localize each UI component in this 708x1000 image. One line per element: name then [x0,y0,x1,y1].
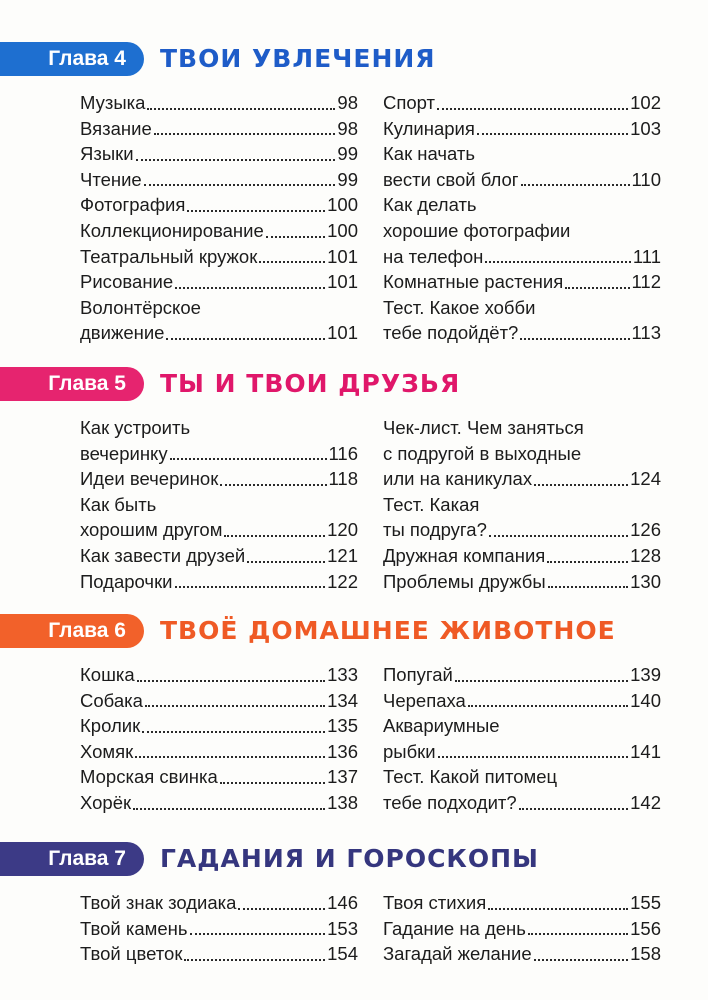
dot-leader [220,483,326,486]
toc-entry-text: Черепаха [383,689,466,711]
chapter-label: Глава 6 [0,614,144,648]
toc-entry[interactable] [80,916,358,942]
page-number: 133 [327,664,358,685]
dot-leader [455,679,628,682]
page-number: 155 [630,892,661,913]
toc-entry[interactable] [383,543,661,569]
toc-entry-line [80,218,358,244]
toc-entry-line [80,244,358,270]
toc-entry[interactable] [80,543,358,569]
chapter-title: ГАДАНИЯ И ГОРОСКОПЫ [160,844,539,873]
page-number: 136 [327,740,358,762]
dot-leader [266,235,325,238]
toc-entry-text: Фотография [80,194,186,216]
dot-leader [184,958,325,961]
toc-column-left [80,415,358,594]
toc-entry-line [80,517,358,543]
toc-entry[interactable] [80,739,358,765]
toc-entry-text: Спорт [383,92,436,113]
toc-entry-text: Аквариумные [383,715,500,737]
dot-leader [135,755,325,758]
dot-leader [437,107,628,110]
toc-entry[interactable] [80,790,358,816]
dot-leader [520,337,629,340]
toc-entry-text: хорошие фотографии [383,219,571,241]
dot-leader [534,958,629,961]
toc-entry-text: тебе подойдёт? [383,322,519,344]
toc-entry-line [80,141,358,167]
dot-leader [247,560,325,563]
dot-leader [144,183,336,186]
toc-entry-text: вечеринку [80,442,168,464]
dot-leader [485,260,630,263]
dot-leader [137,679,325,682]
page-number: 99 [337,168,358,190]
dot-leader [565,286,629,289]
page-number: 120 [327,519,358,541]
toc-entry[interactable] [80,764,358,790]
chapter-header [0,840,708,880]
toc-entry-text: с подругой в выходные [383,442,582,464]
toc-entry-line [383,569,661,595]
toc-entry-text: рыбки [383,740,436,762]
page-number: 100 [327,219,358,241]
toc-entry[interactable] [80,941,358,967]
toc-entry-line [80,192,358,218]
dot-leader [145,704,325,707]
toc-entry[interactable] [383,890,661,916]
page-number: 99 [337,143,358,165]
dot-leader [534,483,628,486]
toc-entry-text: тебе подходит? [383,791,517,813]
toc-entry[interactable] [383,141,661,192]
toc-entry-text: Как начать [383,143,476,165]
toc-entry-line [80,569,358,595]
toc-entry-line [80,269,358,295]
toc-entry-text: Твоя стихия [383,892,487,913]
toc-column-right [383,890,661,967]
toc-entry-text: Идеи вечеринок [80,468,219,490]
toc-entry-line [80,713,358,739]
toc-entry-text: Твой знак зодиака [80,892,237,913]
toc-entry[interactable] [80,466,358,492]
dot-leader [175,286,325,289]
page-number: 156 [630,917,661,939]
toc-entry-line [383,466,661,492]
dot-leader [489,534,628,537]
toc-entry[interactable] [80,662,358,688]
dot-leader [488,907,628,910]
toc-entry-text: Чек-лист. Чем заняться [383,417,584,438]
toc-entry-text: Собака [80,689,143,711]
toc-entry-line [383,90,661,116]
toc-entry[interactable] [80,492,358,543]
dot-leader [547,560,628,563]
toc-entry-text: Языки [80,143,134,165]
toc-entry-line [383,941,661,967]
toc-entry-text: Как завести друзей [80,544,246,566]
toc-entry-text: Музыка [80,92,146,113]
toc-entry-line [383,790,661,816]
chapter-header [0,612,708,652]
toc-entry[interactable] [383,116,661,142]
page-number: 112 [631,271,661,293]
page-number: 138 [327,791,358,813]
toc-entry[interactable] [383,662,661,688]
toc-entry[interactable] [383,492,661,543]
toc-entry-text: Проблемы дружбы [383,570,546,592]
toc-entry[interactable] [383,941,661,967]
toc-entry-line [80,543,358,569]
toc-entry[interactable] [383,688,661,714]
toc-entry-text: Твой камень [80,917,188,939]
toc-entry-line [383,320,661,346]
toc-column-left [80,90,358,346]
dot-leader [528,932,628,935]
page-number: 116 [328,442,358,464]
toc-entry-line [383,116,661,142]
toc-entry-text: вести свой блог [383,168,519,190]
dot-leader [147,107,335,110]
toc-entry-line [80,739,358,765]
toc-entry[interactable] [80,218,358,244]
toc-entry-text: или на каникулах [383,468,533,490]
dot-leader [175,585,326,588]
page-number: 130 [630,570,661,592]
dot-leader [220,781,325,784]
toc-entry-line [80,116,358,142]
toc-entry-line [383,916,661,942]
toc-entry-text: Как устроить [80,417,191,438]
toc-entry-line [383,517,661,543]
toc-entry-line [80,167,358,193]
chapter-label: Глава 5 [0,367,144,401]
toc-entry-line [80,790,358,816]
toc-entry[interactable] [383,916,661,942]
page-number: 137 [327,766,358,788]
toc-entry-text: Кошка [80,664,135,685]
dot-leader [170,457,327,460]
toc-entry-text: Рисование [80,271,174,293]
toc-entry-text: Тест. Какое хобби [383,296,536,318]
toc-entry-line [80,320,358,346]
toc-entry-line [80,890,358,916]
toc-entry-text: Морская свинка [80,766,218,788]
toc-entry-line [80,662,358,688]
page-number: 153 [327,917,358,939]
toc-entry-text: Волонтёрское [80,296,201,318]
toc-entry[interactable] [80,569,358,595]
toc-entry[interactable] [383,713,661,764]
toc-entry-line [383,269,661,295]
toc-entry[interactable] [383,90,661,116]
page-number: 135 [327,715,358,737]
page-number: 111 [632,245,661,267]
toc-entry-text: Кролик [80,715,141,737]
toc-entry-text: ты подруга? [383,519,487,541]
toc-entry[interactable] [80,244,358,270]
toc-entry[interactable] [80,713,358,739]
page-number: 158 [630,943,661,965]
toc-entry-line [383,890,661,916]
toc-entry-text: Вязание [80,117,152,139]
dot-leader [190,932,326,935]
toc-entry-text: движение [80,322,165,344]
toc-entry-line [383,167,661,193]
toc-entry-text: Загадай желание [383,943,532,965]
toc-entry[interactable] [80,295,358,346]
dot-leader [477,132,628,135]
toc-column-right [383,662,661,816]
toc-entry[interactable] [80,116,358,142]
toc-entry-text: Как быть [80,493,157,515]
chapter-header [0,40,708,80]
toc-entry-text: на телефон [383,245,484,267]
chapter-title: ТВОЁ ДОМАШНЕЕ ЖИВОТНОЕ [160,616,616,645]
page-number: 101 [327,245,358,267]
dot-leader [133,807,325,810]
toc-entry-line [383,543,661,569]
page-number: 126 [630,519,661,541]
chapter-title: ТВОИ УВЛЕЧЕНИЯ [160,44,436,73]
page-number: 118 [328,468,358,490]
page-number: 124 [630,468,661,490]
page-number: 103 [630,117,661,139]
toc-entry-text: Коллекционирование [80,219,264,241]
dot-leader [187,209,325,212]
toc-entry-text: Тест. Какой питомец [383,766,558,788]
dot-leader [166,337,325,340]
chapter-header [0,365,708,405]
toc-entry-text: Подарочки [80,570,173,592]
page-number: 140 [630,689,661,711]
toc-entry-text: Как делать [383,194,477,216]
page-number: 121 [327,544,358,566]
toc-entry[interactable] [80,167,358,193]
page-number: 98 [337,117,358,139]
toc-entry-text: Попугай [383,664,453,685]
page-number: 139 [630,664,661,685]
toc-column-right [383,90,661,346]
dot-leader [136,158,336,161]
page-number: 98 [337,92,358,113]
dot-leader [259,260,325,263]
toc-entry-line [80,941,358,967]
page-number: 113 [631,322,661,344]
toc-entry[interactable] [80,415,358,466]
toc-entry[interactable] [80,269,358,295]
toc-entry[interactable] [383,415,661,492]
chapter-title: ТЫ И ТВОИ ДРУЗЬЯ [160,369,461,398]
toc-entry-text: Твой цветок [80,943,183,965]
toc-entry[interactable] [80,192,358,218]
toc-entry[interactable] [383,569,661,595]
toc-entry-line [80,688,358,714]
toc-entry-line [80,441,358,467]
toc-entry-text: Театральный кружок [80,245,258,267]
toc-entry-line [383,688,661,714]
page-number: 146 [327,892,358,913]
page-number: 141 [630,740,661,762]
toc-entry[interactable] [80,141,358,167]
toc-entry[interactable] [80,90,358,116]
toc-entry-text: Гадание на день [383,917,526,939]
toc-entry-line [383,662,661,688]
page-number: 134 [327,689,358,711]
dot-leader [224,534,325,537]
toc-entry[interactable] [80,890,358,916]
toc-entry-text: Дружная компания [383,544,546,566]
toc-entry-text: Чтение [80,168,142,190]
chapter-label: Глава 7 [0,842,144,876]
page-number: 154 [327,943,358,965]
toc-entry-text: хорошим другом [80,519,223,541]
toc-entry-text: Тест. Какая [383,493,480,515]
page-number: 142 [630,791,661,813]
toc-entry-line [80,90,358,116]
toc-entry-line [383,244,661,270]
dot-leader [468,704,628,707]
toc-entry[interactable] [383,269,661,295]
page-number: 100 [327,194,358,216]
page-number: 101 [327,322,358,344]
toc-entry-text: Хорёк [80,791,132,813]
toc-entry[interactable] [383,764,661,815]
toc-entry[interactable] [383,295,661,346]
dot-leader [548,585,628,588]
dot-leader [238,907,325,910]
toc-entry-text: Хомяк [80,740,134,762]
dot-leader [519,807,628,810]
toc-entry-line [383,739,661,765]
toc-entry-line [80,916,358,942]
toc-column-right [383,415,661,594]
toc-entry[interactable] [383,192,661,269]
toc-entry-text: Кулинария [383,117,475,139]
dot-leader [154,132,336,135]
page-number: 101 [327,271,358,293]
toc-entry[interactable] [80,688,358,714]
toc-entry-line [80,466,358,492]
page-number: 128 [630,544,661,566]
dot-leader [142,730,325,733]
page-number: 122 [327,570,358,592]
chapter-label: Глава 4 [0,42,144,76]
dot-leader [521,183,630,186]
dot-leader [438,755,629,758]
toc-column-left [80,890,358,967]
toc-entry-line [80,764,358,790]
toc-entry-text: Комнатные растения [383,271,564,293]
page-number: 102 [630,92,661,113]
toc-column-left [80,662,358,816]
page-number: 110 [631,168,661,190]
